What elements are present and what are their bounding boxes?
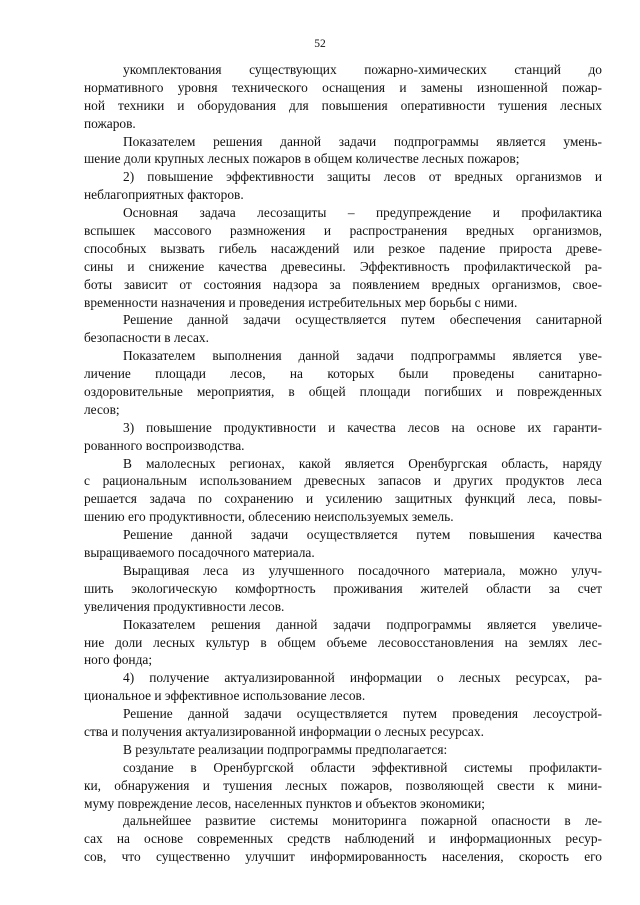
text-line: временности назначения и проведения истребительных мер борьбы с ними. (84, 294, 518, 310)
text-line: ние доли лесных культур в общем объеме лесовосстановления на землях лес- (84, 634, 602, 650)
text-line: укомплектования существующих пожарно-химических станций до (123, 62, 602, 77)
text-line: Показателем решения данной задачи подпрограммы является увеличе- (123, 616, 602, 632)
text-line: увеличения продуктивности лесов. (84, 598, 285, 614)
text-line: циональное и эффективное использование лесов. (84, 688, 366, 704)
text-line: ства и получения актуализированной информации о лесных ресурсах. (84, 723, 484, 739)
text-line: способных вызвать гибель насаждений или резкое падение прироста древе- (84, 240, 602, 256)
text-line: сов, что существенно улучшит информированность населения, скорость его (84, 849, 602, 865)
text-line: лесов; (84, 401, 120, 417)
text-line: 4) получение актуализированной информации о лесных ресурсах, ра- (123, 670, 602, 686)
text-line: Основная задача лесозащиты – предупреждение и профилактика (123, 205, 602, 221)
text-line: шить экологическую комфортность проживания жителей области за счет (84, 580, 602, 596)
text-line: шение доли крупных лесных пожаров в общем количестве лесных пожаров; (84, 151, 520, 167)
text-line: сины и снижение качества древесины. Эффективность профилактической ра- (84, 258, 602, 274)
text-line: Выращивая леса из улучшенного посадочного материала, можно улуч- (123, 562, 602, 578)
text-line: личение площади лесов, на которых были проведены санитарно- (84, 366, 602, 382)
text-line: безопасности в лесах. (84, 330, 209, 346)
text-line: решается задача по сохранению и усилению защитных функций леса, повы- (84, 491, 602, 507)
text-line: В результате реализации подпрограммы предполагается: (123, 741, 448, 757)
text-line: дальнейшее развитие системы мониторинга пожарной опасности в ле- (123, 813, 602, 829)
text-line: пожаров. (84, 115, 136, 131)
text-line: сах на основе современных средств наблюдений и информационных ресур- (84, 831, 602, 847)
text-line: создание в Оренбургской области эффективной системы профилакти- (123, 759, 602, 775)
text-line: с рациональным использованием древесных запасов и других продуктов леса (84, 473, 602, 489)
text-line: ной техники и оборудования для повышения оперативности тушения лесных (84, 97, 602, 113)
text-line: ного фонда; (84, 652, 153, 668)
text-line: 3) повышение продуктивности и качества лесов на основе их гаранти- (123, 419, 602, 435)
text-line: ки, обнаружения и тушения лесных пожаров, позволяющей свести к мини- (84, 777, 602, 793)
text-line: Решение данной задачи осуществляется путем проведения лесоустрой- (123, 706, 602, 722)
text-line: неблагоприятных факторов. (84, 187, 244, 203)
body-text (84, 61, 602, 866)
text-line: оздоровительные мероприятия, в общей площади погибших и поврежденных (84, 384, 602, 400)
page-number: 52 (314, 38, 326, 50)
text-line: Решение данной задачи осуществляется путем обеспечения санитарной (123, 312, 602, 328)
text-line: вспышек массового размножения и распространения вредных организмов, (84, 223, 602, 239)
text-line: нормативного уровня технического оснащения и замены изношенной пожар- (84, 79, 602, 95)
text-line: В малолесных регионах, какой является Оренбургская область, наряду (123, 455, 602, 471)
text-line: рованного воспроизводства. (84, 437, 245, 453)
text-line: Показателем решения данной задачи подпрограммы является умень- (123, 133, 602, 149)
text-line: Показателем выполнения данной задачи подпрограммы является уве- (123, 348, 602, 364)
text-line: Решение данной задачи осуществляется путем повышения качества (123, 527, 602, 543)
text-line: выращиваемого посадочного материала. (84, 545, 315, 561)
text-line: 2) повышение эффективности защиты лесов от вредных организмов и (123, 169, 602, 185)
text-line: боты зависит от состояния надзора за появлением вредных организмов, свое- (84, 276, 602, 292)
text-line: муму повреждение лесов, населенных пунктов и объектов экономики; (84, 795, 485, 811)
text-line: шению его продуктивности, облесению неиспользуемых земель. (84, 509, 454, 525)
